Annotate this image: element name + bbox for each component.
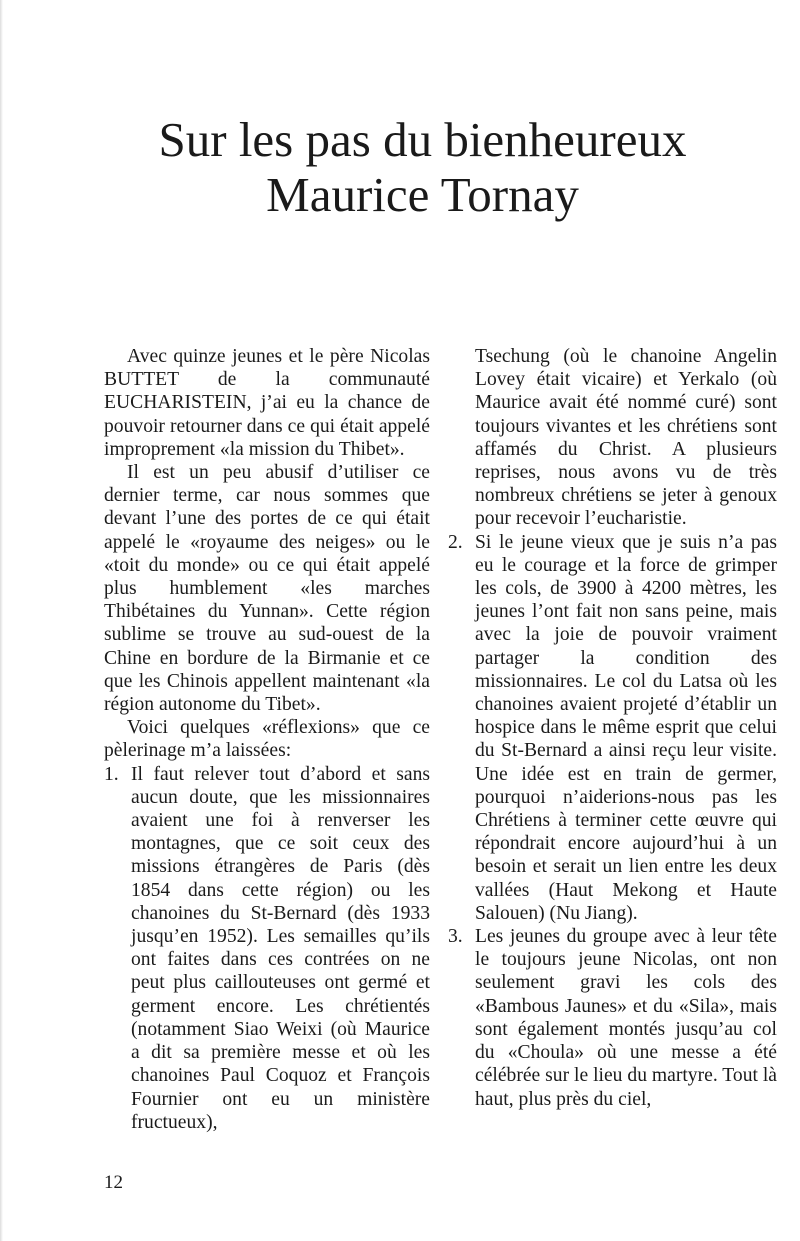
right-column [448, 345, 777, 1111]
paragraph-region: Il est un peu abusif d’utiliser ce dernier terme, car nous sommes que devant l’une des portes de ce qui était appelé le «royaume des neiges» ou le «toit du monde» ou ce qui était appelé plus humblement «les marches Thibétaines du Yunnan». Cette région sublime se trouve au sud-ouest de la Chine en bordure de la Birmanie et ce que les Chinois appellent maintenant «la région autonome du Tibet». [104, 462, 430, 716]
list-item-text: Si le jeune vieux que je suis n’a pas eu le courage et la force de grimper les cols, de 3900 à 4200 mètres, les jeunes l’ont fait non sans peine, mais avec la joie de pouvoir vraiment partager la condition des missionnaires. Le col du Latsa où les chanoines avaient projeté d’établir un hospice dans le même esprit que celui du St-Bernard a ainsi reçu leur visite. Une idée est en train de germer, pourquoi n’aiderions-nous pas les Chrétiens à terminer cette œuvre qui répondrait encore aujourd’hui à un besoin et serait un lien entre les deux vallées (Haut Mekong et Haute Salouen) (Nu Jiang). [475, 531, 777, 924]
page-title [60, 112, 785, 222]
reflections-list-continued [448, 531, 777, 1111]
title-line-2: Maurice Tornay [266, 167, 579, 222]
list-item-number: 2. [448, 531, 463, 553]
page-edge-shadow [0, 0, 3, 1241]
list-item-text: Les jeunes du groupe avec à leur tête le toujours jeune Nicolas, ont non seulement gravi les cols des «Bambous Jaunes» et du «Sila», mais sont également montés jusqu’au col du «Choula» où une messe a été célébrée sur le lieu du martyre. Tout là haut, plus près du ciel, [475, 926, 777, 1110]
left-column [104, 345, 430, 1134]
paragraph-intro: Avec quinze jeunes et le père Nicolas BUTTET de la communauté EUCHARISTEIN, j’ai eu la chance de pouvoir retourner dans ce qui était appelé improprement «la mission du Thibet». [104, 346, 430, 460]
list-item [448, 531, 777, 925]
page-number: 12 [104, 1172, 123, 1193]
reflections-list [104, 763, 430, 1134]
list-item [448, 925, 777, 1111]
title-line-1: Sur les pas du bienheureux [158, 112, 687, 167]
list-item-number: 1. [104, 763, 119, 785]
list-item [104, 763, 430, 1134]
list-item-number: 3. [448, 926, 463, 948]
list-item-continuation: Tsechung (où le chanoine Angelin Lovey était vicaire) et Yerkalo (où Maurice avait été nommé curé) sont toujours vivantes et les chrétiens sont affamés du Christ. A plusieurs reprises, nous avons vu de très nombreux chrétiens se jeter à genoux pour recevoir l’eucharistie. [475, 346, 777, 530]
paragraph-reflections: Voici quelques «réflexions» que ce pèlerinage m’a laissées: [104, 717, 430, 762]
list-item-text: Il faut relever tout d’abord et sans aucun doute, que les missionnaires avaient une foi à renverser les montagnes, que ce soit ceux des missions étrangères de Paris (dès 1854 dans cette région) ou les chanoines du St-Bernard (dès 1933 jusqu’en 1952). Les semailles qu’ils ont faites dans ces contrées on ne peut plus caillouteuses ont germé et germent encore. Les chrétientés (notamment Siao Weixi (où Maurice a dit sa première messe et où les chanoines Paul Coquoz et François Fournier ont eu un ministère fructueux), [131, 763, 430, 1133]
